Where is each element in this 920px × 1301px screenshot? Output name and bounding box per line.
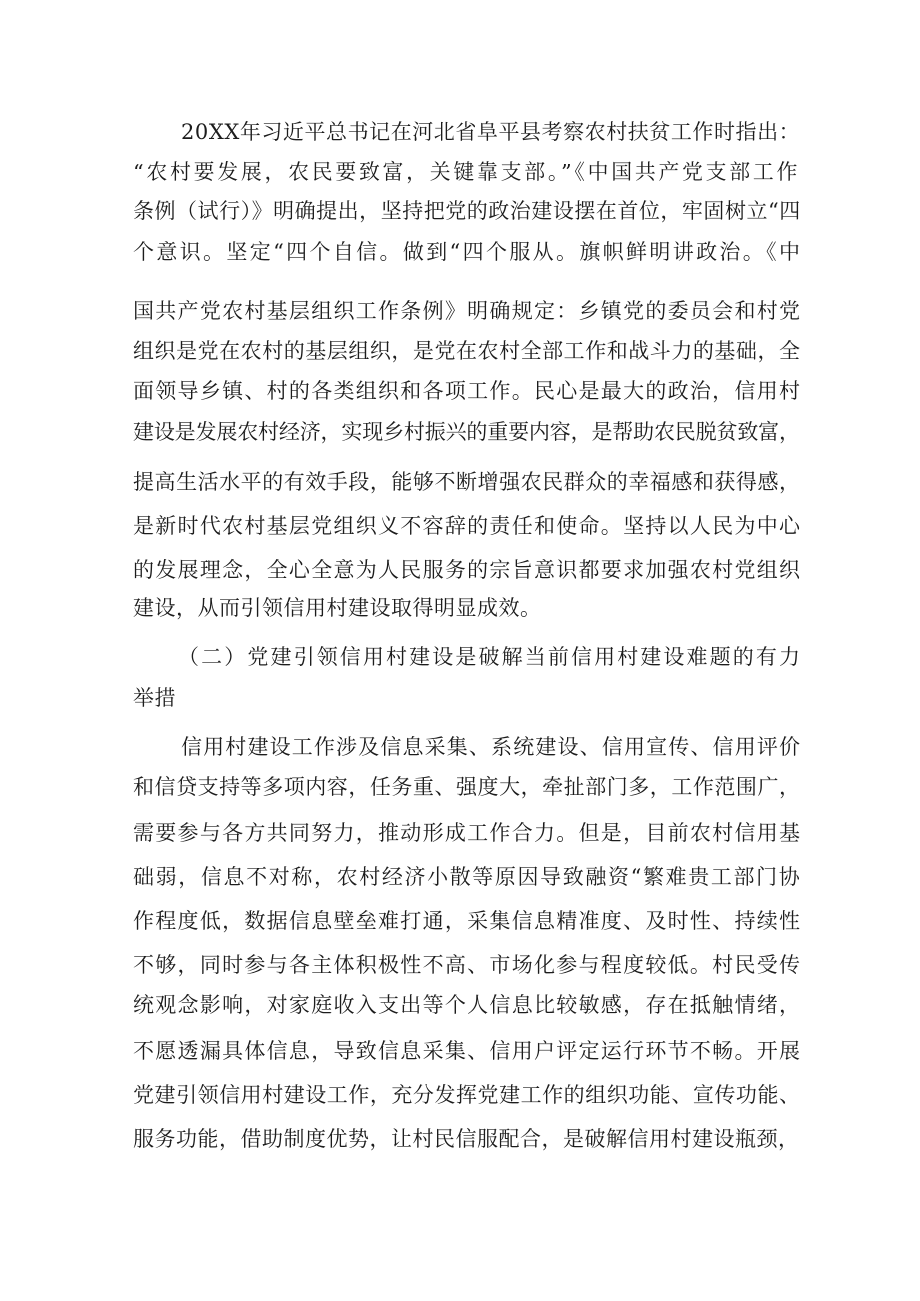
text-line: 提高生活水平的有效手段，能够不断增强农民群众的幸福感和获得感，	[133, 470, 801, 494]
text-line: 不愿透漏具体信息，导致信息采集、信用户评定运行环节不畅。开展	[133, 1039, 802, 1063]
text-line: 党建引领信用村建设工作，充分发挥党建工作的组织功能、宣传功能、	[133, 1083, 801, 1107]
text-line: 不够，同时参与各主体积极性不高、市场化参与程度较低。村民受传	[133, 953, 802, 977]
text-line: 20XX年习近平总书记在河北省阜平县考察农村扶贫工作时指出：	[181, 120, 801, 144]
text-line: 组织是党在农村的基层组织，是党在农村全部工作和战斗力的基础，全	[133, 339, 801, 363]
text-line: （二）党建引领信用村建设是破解当前信用村建设难题的有力	[178, 645, 803, 669]
text-line: 础弱，信息不对称，农村经济小散等原因导致融资“繁难贵工部门协	[133, 865, 802, 889]
text-line: 个意识。坚定“四个自信。做到“四个服从。旗帜鲜明讲政治。《中	[133, 240, 803, 264]
text-line: 建设是发展农村经济，实现乡村振兴的重要内容，是帮助农民脱贫致富，	[133, 420, 800, 444]
text-line: 信用村建设工作涉及信息采集、系统建设、信用宣传、信用评价	[181, 735, 802, 759]
text-line: “农村要发展，农民要致富，关键靠支部。”《中国共产党支部工作	[133, 160, 801, 184]
text-line: 服务功能，借助制度优势，让村民信服配合，是破解信用村建设瓶颈，	[133, 1127, 800, 1151]
text-line: 的发展理念，全心全意为人民服务的宗旨意识都要求加强农村党组织	[133, 558, 802, 582]
text-line: 面领导乡镇、村的各类组织和各项工作。民心是最大的政治，信用村	[133, 379, 802, 403]
text-line: 作程度低，数据信息壁垒难打通，采集信息精准度、及时性、持续性	[133, 909, 802, 933]
text-line: 条例（试行）》明确提出，坚持把党的政治建设摆在首位，牢固树立“四	[133, 199, 801, 223]
text-line: 举措	[133, 686, 176, 710]
text-line: 需要参与各方共同努力，推动形成工作合力。但是，目前农村信用基	[133, 821, 802, 845]
text-line: 和信贷支持等多项内容，任务重、强度大，牵扯部门多，工作范围广，	[133, 775, 801, 799]
text-line: 是新时代农村基层党组织义不容辞的责任和使命。坚持以人民为中心	[133, 514, 802, 538]
text-line: 统观念影响，对家庭收入支出等个人信息比较敏感，存在抵触情绪，	[133, 993, 802, 1017]
text-line: 国共产党农村基层组织工作条例》明确规定：乡镇党的委员会和村党	[133, 299, 802, 323]
text-line: 建设，从而引领信用村建设取得明显成效。	[133, 596, 542, 620]
